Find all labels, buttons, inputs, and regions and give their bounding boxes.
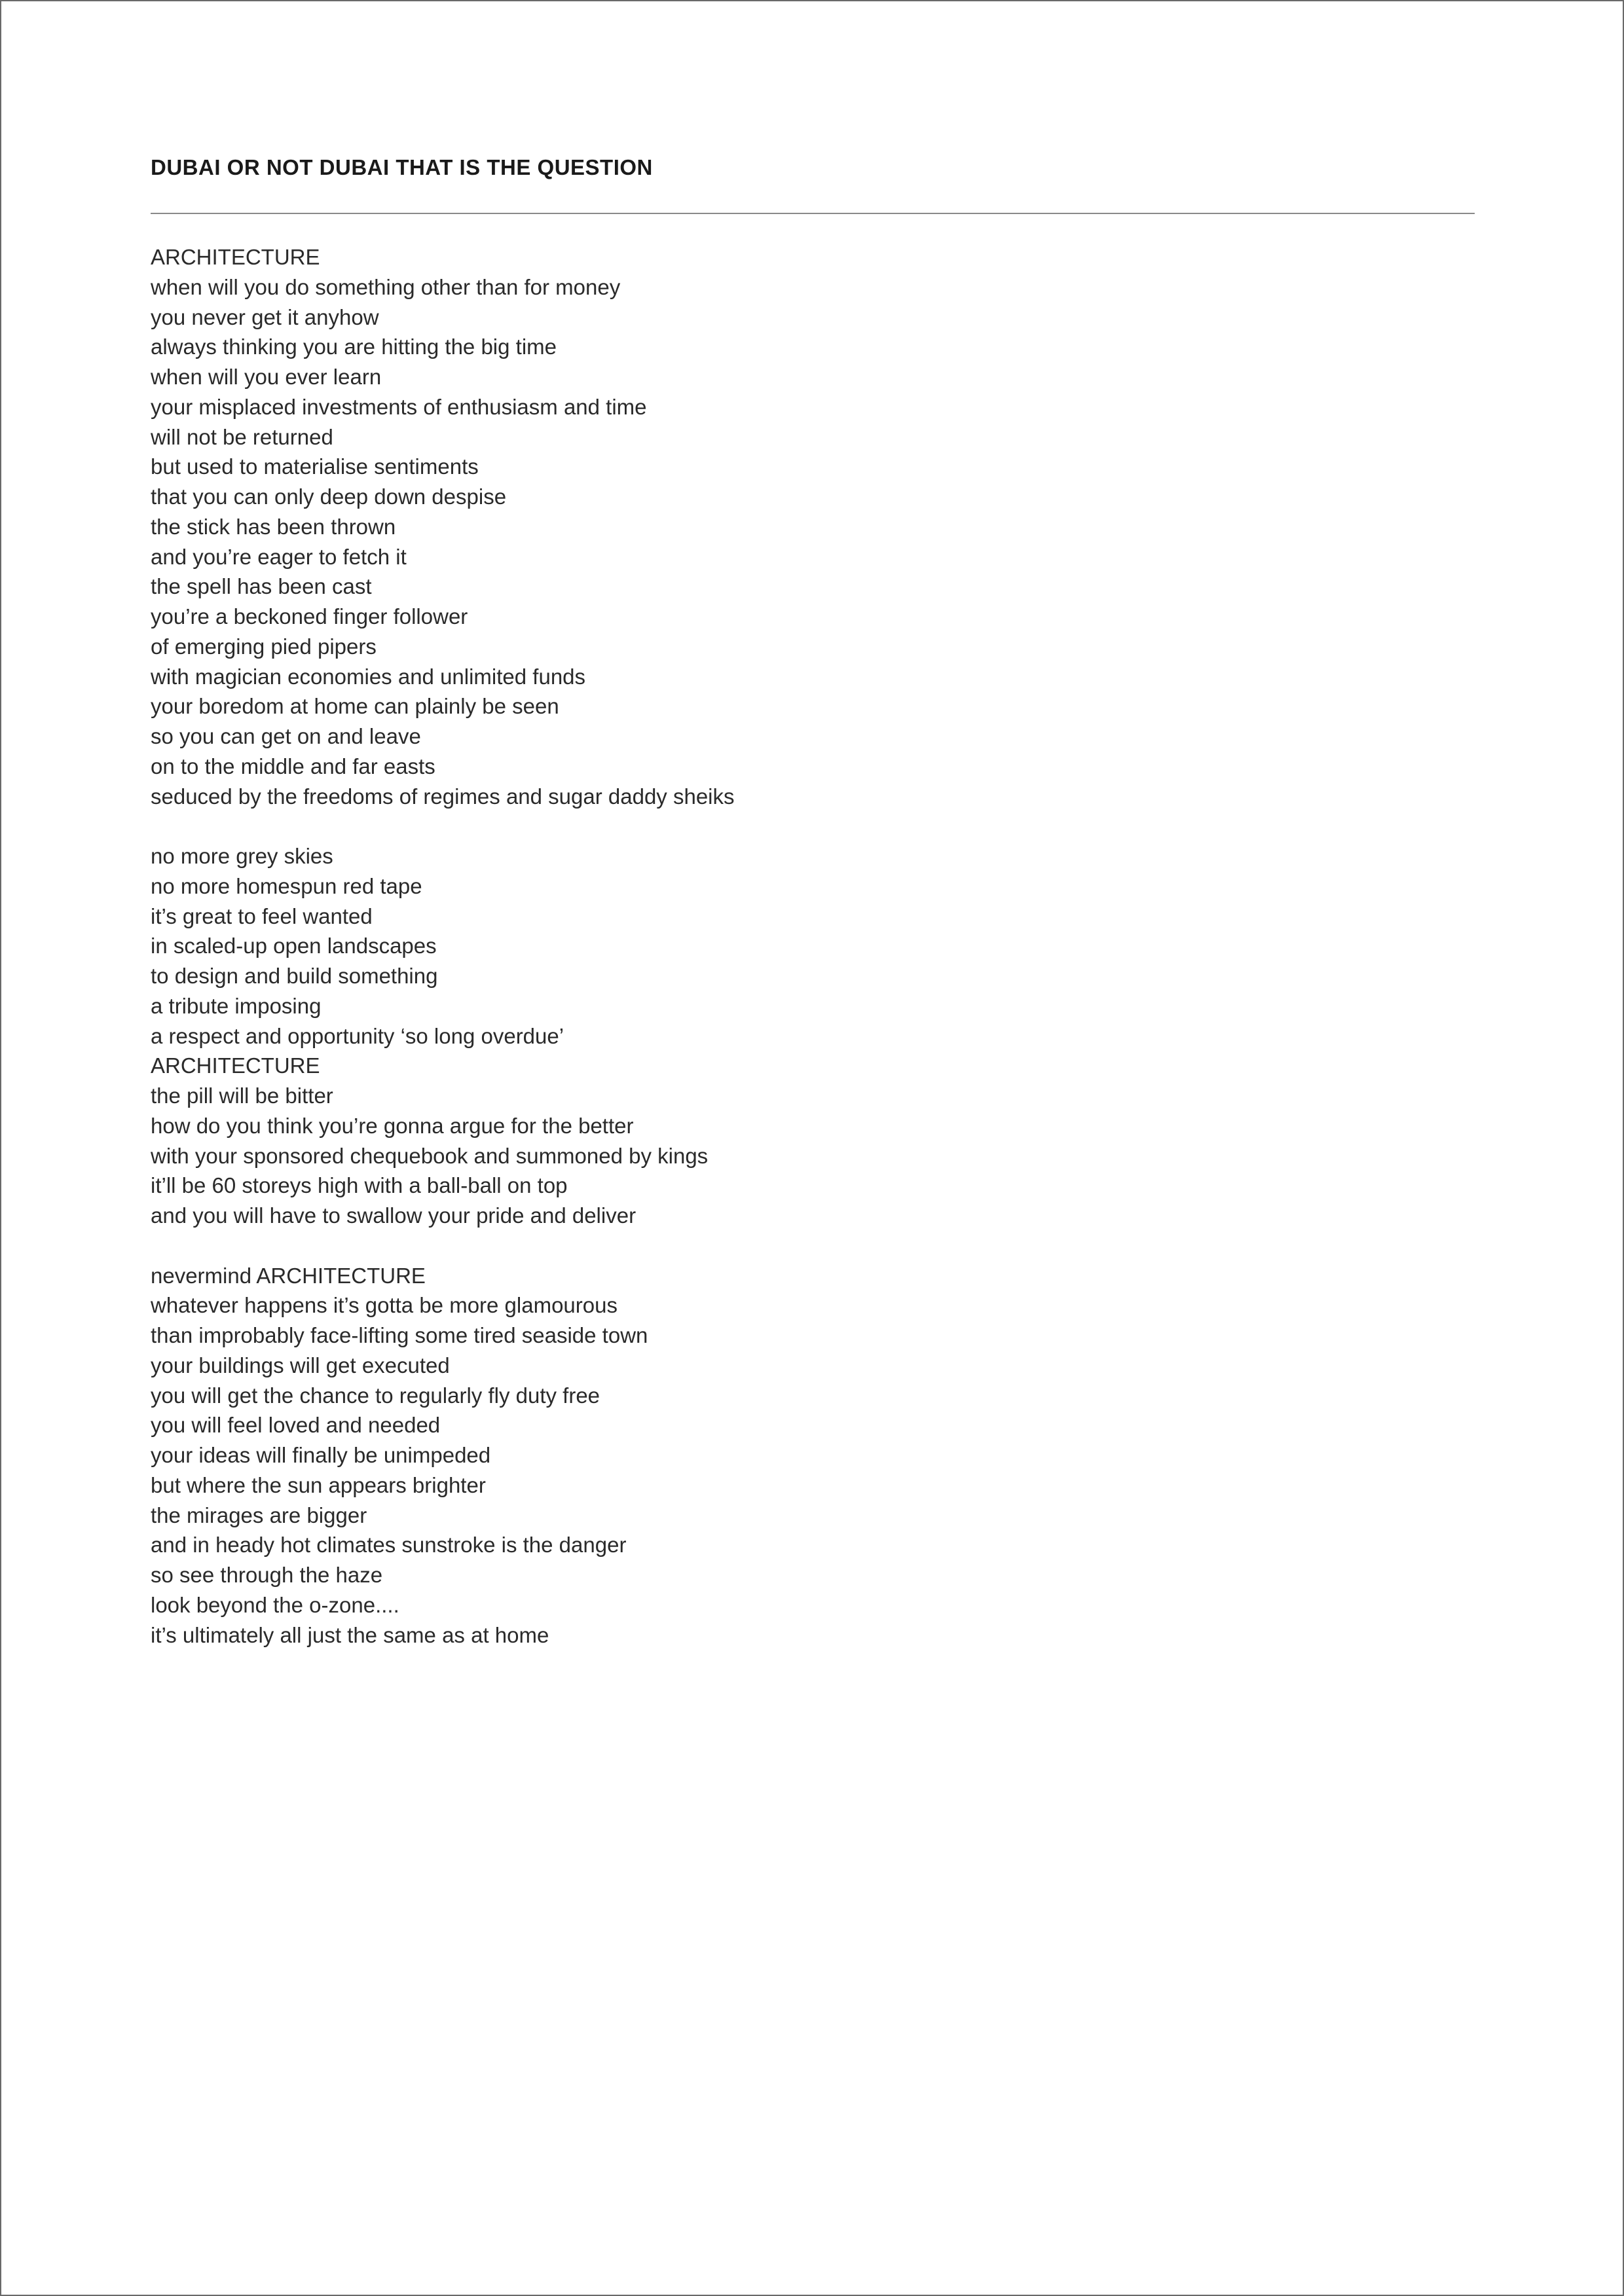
poem-line: no more grey skies: [151, 844, 333, 868]
poem-line: will not be returned: [151, 424, 333, 449]
stanza-break: [151, 1231, 1460, 1261]
poem-line: than improbably face-lifting some tired seaside town: [151, 1323, 648, 1347]
poem-line: ARCHITECTURE: [151, 245, 320, 269]
poem-line: a respect and opportunity ‘so long overdue’: [151, 1023, 564, 1048]
poem-line: the spell has been cast: [151, 574, 372, 599]
poem-line: on to the middle and far easts: [151, 754, 435, 778]
poem-line: when will you do something other than for money: [151, 274, 621, 299]
poem-line: of emerging pied pipers: [151, 634, 377, 659]
poem-line: the mirages are bigger: [151, 1503, 367, 1527]
poem-line: and you will have to swallow your pride and deliver: [151, 1203, 637, 1228]
poem-body: [151, 242, 1460, 1650]
title-divider: [151, 213, 1475, 214]
poem-line: it’s great to feel wanted: [151, 903, 373, 928]
poem-line: a tribute imposing: [151, 993, 322, 1018]
stanza-break: [151, 811, 1460, 841]
poem-line: the stick has been thrown: [151, 514, 396, 539]
poem-line: always thinking you are hitting the big time: [151, 335, 557, 359]
poem-line: and you’re eager to fetch it: [151, 544, 407, 569]
stanza: [151, 1261, 1460, 1650]
poem-line: you will get the chance to regularly fly duty free: [151, 1383, 600, 1408]
poem-line: look beyond the o-zone....: [151, 1592, 399, 1617]
poem-line: your ideas will finally be unimpeded: [151, 1443, 491, 1467]
poem-line: ARCHITECTURE: [151, 1053, 320, 1078]
poem-line: when will you ever learn: [151, 365, 382, 389]
poem-line: so see through the haze: [151, 1563, 383, 1587]
poem-line: so you can get on and leave: [151, 724, 421, 748]
poem-line: nevermind ARCHITECTURE: [151, 1263, 426, 1288]
poem-line: how do you think you’re gonna argue for the better: [151, 1113, 634, 1138]
poem-line: but where the sun appears brighter: [151, 1472, 486, 1497]
stanza: [151, 242, 1460, 811]
poem-line: you never get it anyhow: [151, 304, 379, 329]
poem-line: your misplaced investments of enthusiasm and time: [151, 394, 647, 419]
poem-line: it’ll be 60 storeys high with a ball-ball on top: [151, 1173, 568, 1198]
poem-line: that you can only deep down despise: [151, 484, 507, 509]
poem-line: no more homespun red tape: [151, 873, 422, 898]
stanza: [151, 841, 1460, 1231]
poem-line: with your sponsored chequebook and summoned by kings: [151, 1143, 709, 1168]
poem-line: your buildings will get executed: [151, 1353, 450, 1377]
poem-line: to design and build something: [151, 964, 438, 988]
poem-line: your boredom at home can plainly be seen: [151, 694, 559, 719]
poem-line: whatever happens it’s gotta be more glamourous: [151, 1293, 618, 1318]
poem-line: and in heady hot climates sunstroke is the danger: [151, 1533, 627, 1558]
poem-line: it’s ultimately all just the same as at home: [151, 1622, 549, 1647]
poem-line: with magician economies and unlimited funds: [151, 664, 586, 689]
poem-line: you will feel loved and needed: [151, 1413, 441, 1438]
poem-line: but used to materialise sentiments: [151, 454, 479, 479]
poem-line: seduced by the freedoms of regimes and sugar daddy sheiks: [151, 784, 735, 809]
poem-line: you’re a beckoned finger follower: [151, 604, 468, 629]
poem-line: in scaled-up open landscapes: [151, 934, 437, 958]
poem-line: the pill will be bitter: [151, 1084, 333, 1108]
page-title: DUBAI OR NOT DUBAI THAT IS THE QUESTION: [151, 155, 653, 179]
